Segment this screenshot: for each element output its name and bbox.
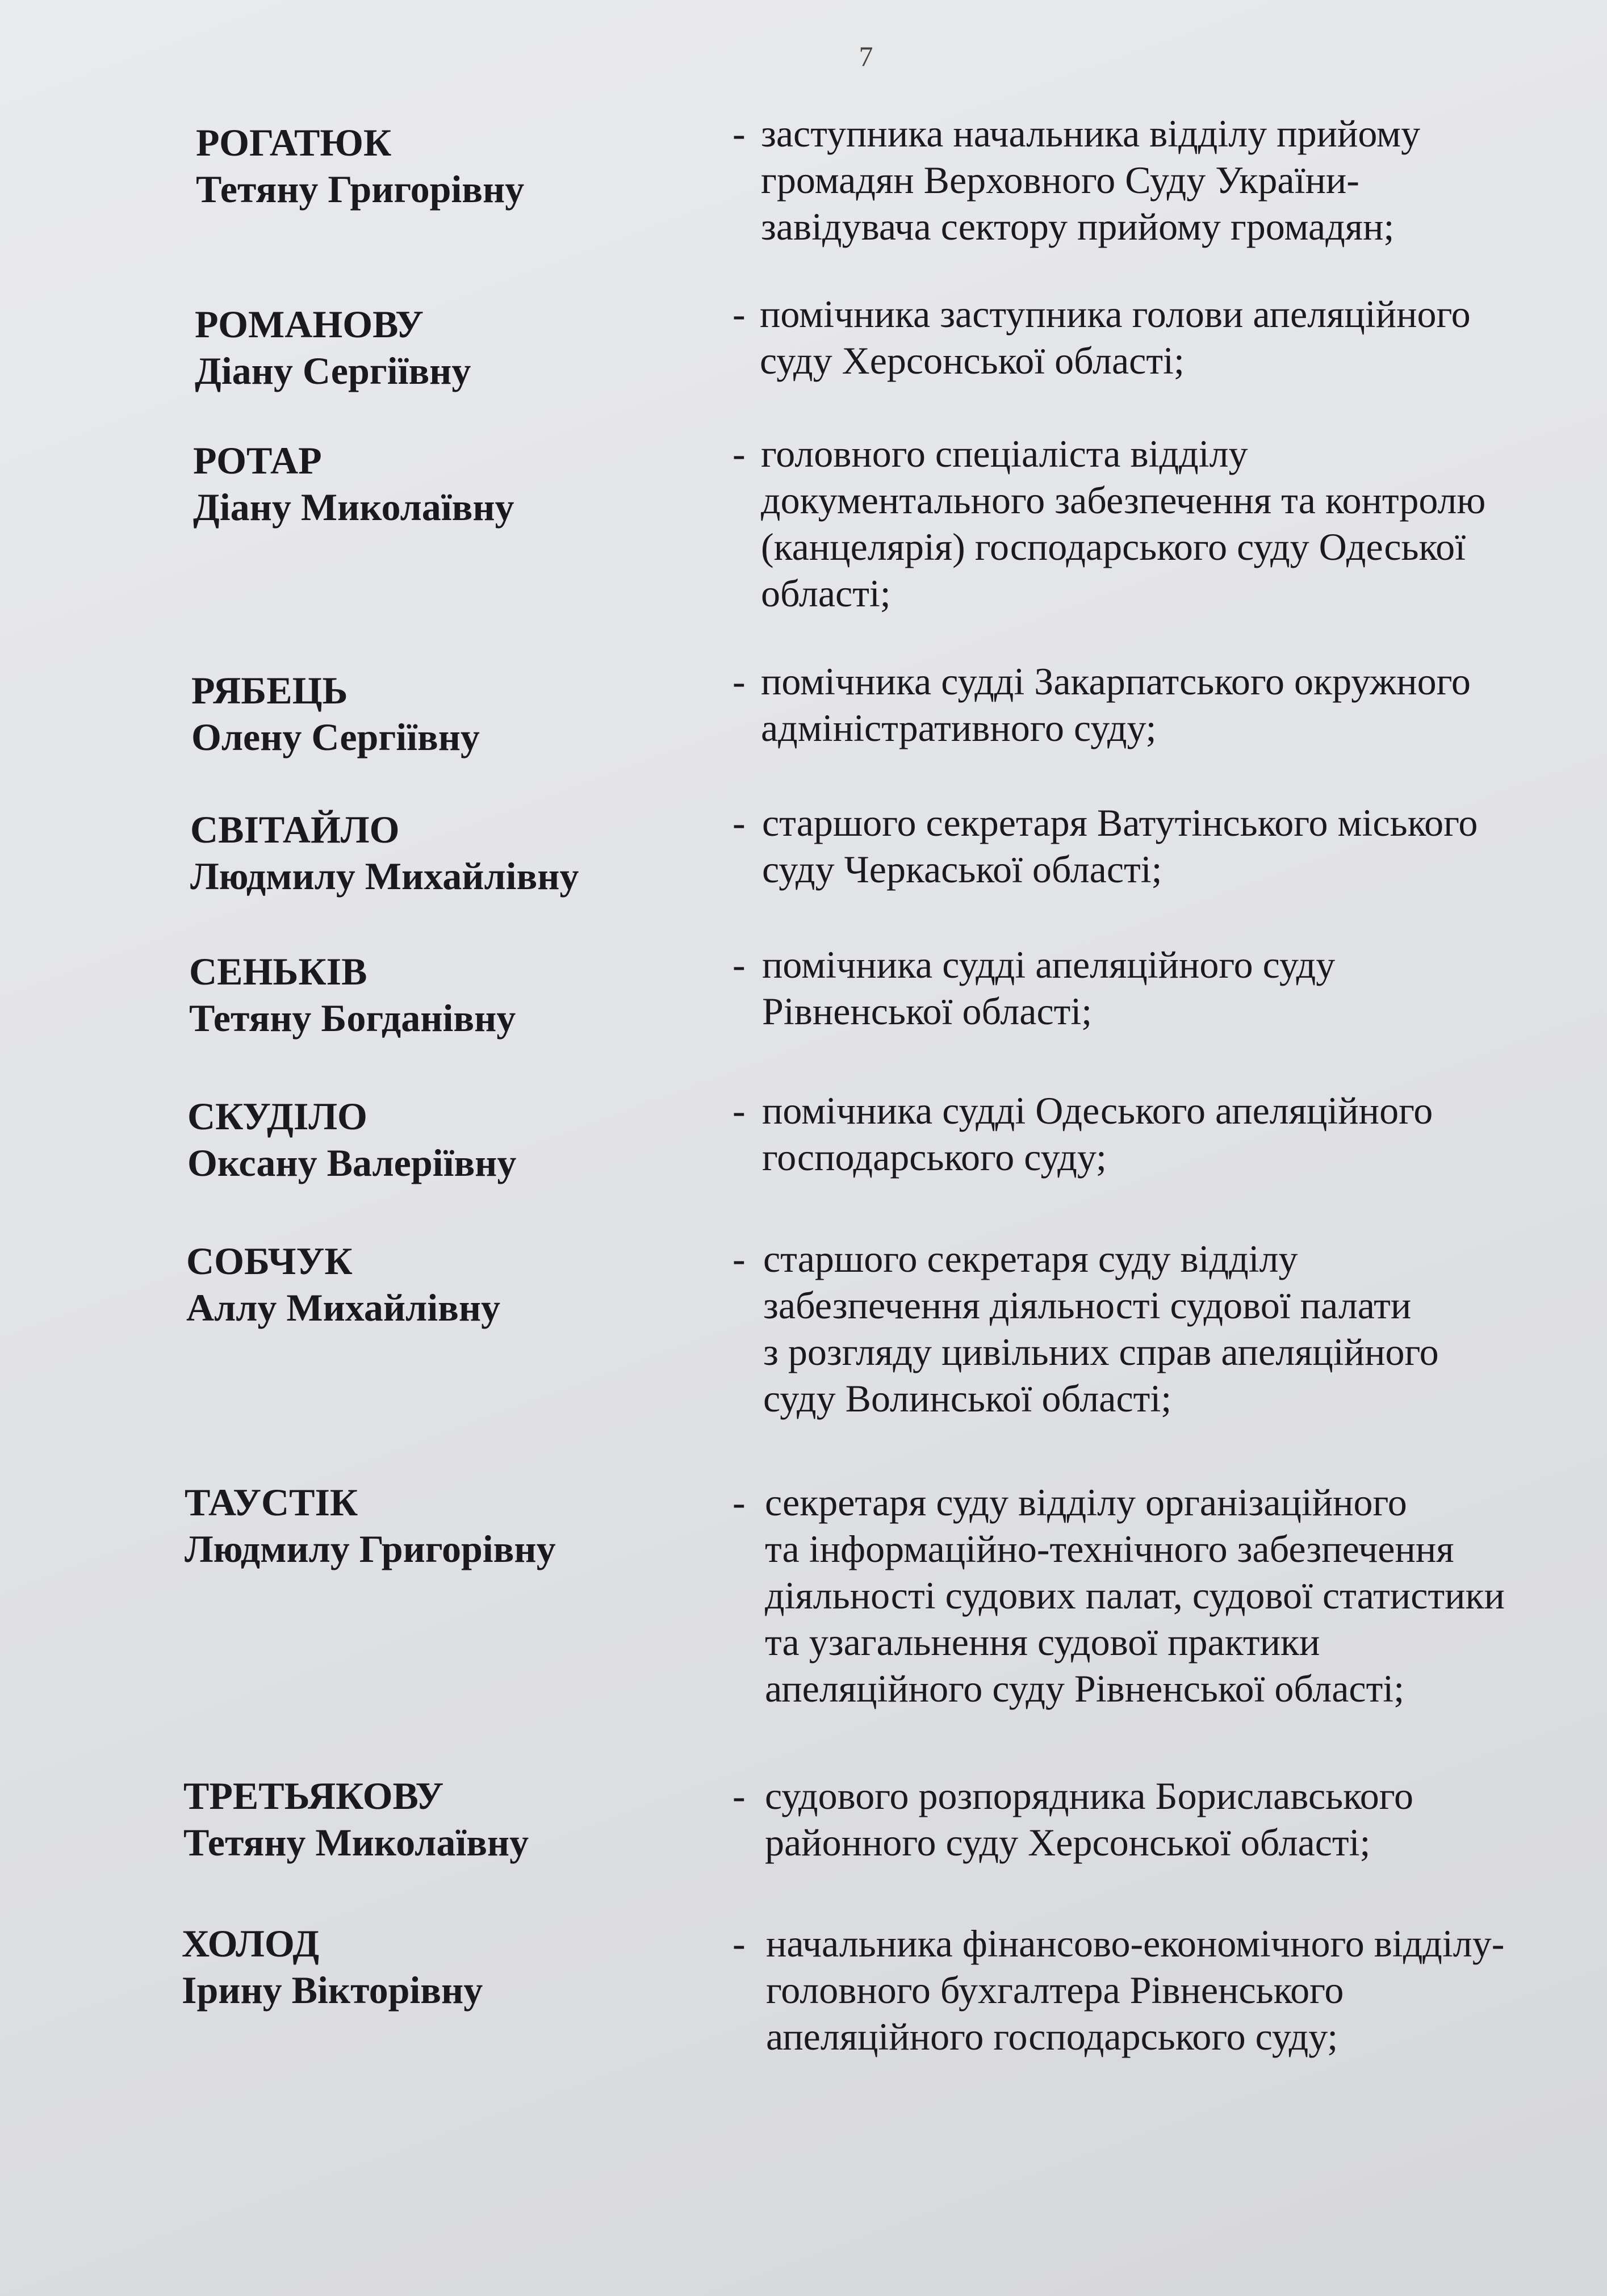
position-line: заступника начальника відділу прийому xyxy=(761,112,1421,155)
person-name xyxy=(189,948,516,1041)
position-line: Рівненської області; xyxy=(762,990,1093,1033)
dash-separator: - xyxy=(733,1237,746,1280)
person-name xyxy=(196,119,524,212)
position-description xyxy=(763,1235,1592,1422)
position-line: завідувача сектору прийому громадян; xyxy=(761,205,1395,248)
position-line: помічника заступника голови апеляційного xyxy=(760,292,1471,336)
given-name: Оксану Валеріївну xyxy=(187,1141,517,1184)
surname: СЕНЬКІВ xyxy=(189,950,367,993)
position-line: начальника фінансово-економічного відділу- xyxy=(766,1922,1505,1965)
position-description xyxy=(762,1087,1591,1180)
surname: РОГАТЮК xyxy=(196,121,392,164)
surname: ХОЛОД xyxy=(182,1922,320,1965)
surname: РЯБЕЦЬ xyxy=(191,669,348,712)
position-line: та інформаційно-технічного забезпечення xyxy=(765,1527,1454,1570)
position-line: судового розпорядника Бориславського xyxy=(765,1774,1413,1817)
dash-separator: - xyxy=(733,660,746,703)
position-line: господарського суду; xyxy=(762,1136,1107,1179)
given-name: Діану Сергіївну xyxy=(195,349,471,392)
position-description xyxy=(760,291,1589,384)
position-line: області; xyxy=(761,572,891,615)
surname: РОТАР xyxy=(193,439,322,482)
position-line: помічника судді Одеського апеляційного xyxy=(762,1089,1433,1132)
position-line: суду Черкаської області; xyxy=(762,848,1162,891)
position-line: та узагальнення судової практики xyxy=(765,1620,1320,1664)
dash-separator: - xyxy=(733,801,746,844)
dash-separator: - xyxy=(733,1774,746,1817)
given-name: Ірину Вікторівну xyxy=(182,1968,483,2012)
person-name xyxy=(195,301,471,394)
position-line: громадян Верховного Суду України- xyxy=(761,158,1359,202)
dash-separator: - xyxy=(733,112,746,155)
position-description xyxy=(761,430,1590,617)
surname: РОМАНОВУ xyxy=(195,303,424,346)
person-name xyxy=(193,437,514,530)
given-name: Тетяну Григорівну xyxy=(196,167,525,211)
surname: СОБЧУК xyxy=(186,1239,353,1283)
dash-separator: - xyxy=(733,943,746,986)
position-description xyxy=(765,1773,1594,1866)
position-description xyxy=(761,110,1590,250)
position-description xyxy=(761,658,1590,751)
position-line: (канцелярія) господарського суду Одеської xyxy=(761,525,1466,568)
position-line: забезпечення діяльності судової палати xyxy=(763,1284,1412,1327)
position-line: документального забезпечення та контролю xyxy=(761,479,1486,522)
position-line: суду Волинської області; xyxy=(763,1377,1172,1420)
person-name xyxy=(183,1773,529,1866)
person-name xyxy=(190,806,579,899)
position-line: апеляційного господарського суду; xyxy=(766,2015,1338,2058)
position-line: адміністративного суду; xyxy=(761,706,1157,749)
position-line: діяльності судових палат, судової статистики xyxy=(765,1574,1505,1617)
person-name xyxy=(185,1479,556,1572)
given-name: Аллу Михайлівну xyxy=(186,1286,500,1329)
position-description xyxy=(765,1479,1594,1712)
position-line: апеляційного суду Рівненської області; xyxy=(765,1667,1405,1710)
dash-separator: - xyxy=(733,432,746,475)
position-line: районного суду Херсонської області; xyxy=(765,1821,1371,1864)
given-name: Олену Сергіївну xyxy=(191,715,480,759)
position-line: старшого секретаря суду відділу xyxy=(763,1237,1298,1280)
surname: СКУДІЛО xyxy=(187,1095,367,1138)
position-line: секретаря суду відділу організаційного xyxy=(765,1481,1407,1524)
person-name xyxy=(191,667,480,760)
position-line: з розгляду цивільних справ апеляційного xyxy=(763,1330,1439,1373)
position-description xyxy=(762,799,1591,893)
given-name: Людмилу Михайлівну xyxy=(190,854,579,898)
position-description xyxy=(766,1920,1595,2060)
person-name xyxy=(182,1920,483,2013)
dash-separator: - xyxy=(733,1922,746,1965)
position-line: старшого секретаря Ватутінського міського xyxy=(762,801,1478,844)
given-name: Тетяну Миколаївну xyxy=(183,1821,529,1864)
given-name: Діану Миколаївну xyxy=(193,485,514,529)
given-name: Людмилу Григорівну xyxy=(185,1527,556,1570)
person-name xyxy=(187,1093,516,1186)
position-line: головного спеціаліста відділу xyxy=(761,432,1248,475)
dash-separator: - xyxy=(733,292,746,336)
surname: СВІТАЙЛО xyxy=(190,808,400,851)
surname: ТРЕТЬЯКОВУ xyxy=(183,1774,444,1817)
dash-separator: - xyxy=(733,1481,746,1524)
position-line: головного бухгалтера Рівненського xyxy=(766,1968,1344,2012)
dash-separator: - xyxy=(733,1089,746,1132)
position-line: помічника судді Закарпатського окружного xyxy=(761,660,1471,703)
page-number: 7 xyxy=(859,40,873,72)
given-name: Тетяну Богданівну xyxy=(189,996,516,1040)
position-line: суду Херсонської області; xyxy=(760,339,1185,382)
position-line: помічника судді апеляційного суду xyxy=(762,943,1336,986)
position-description xyxy=(762,941,1591,1034)
person-name xyxy=(186,1238,500,1331)
surname: ТАУСТІК xyxy=(185,1481,358,1524)
